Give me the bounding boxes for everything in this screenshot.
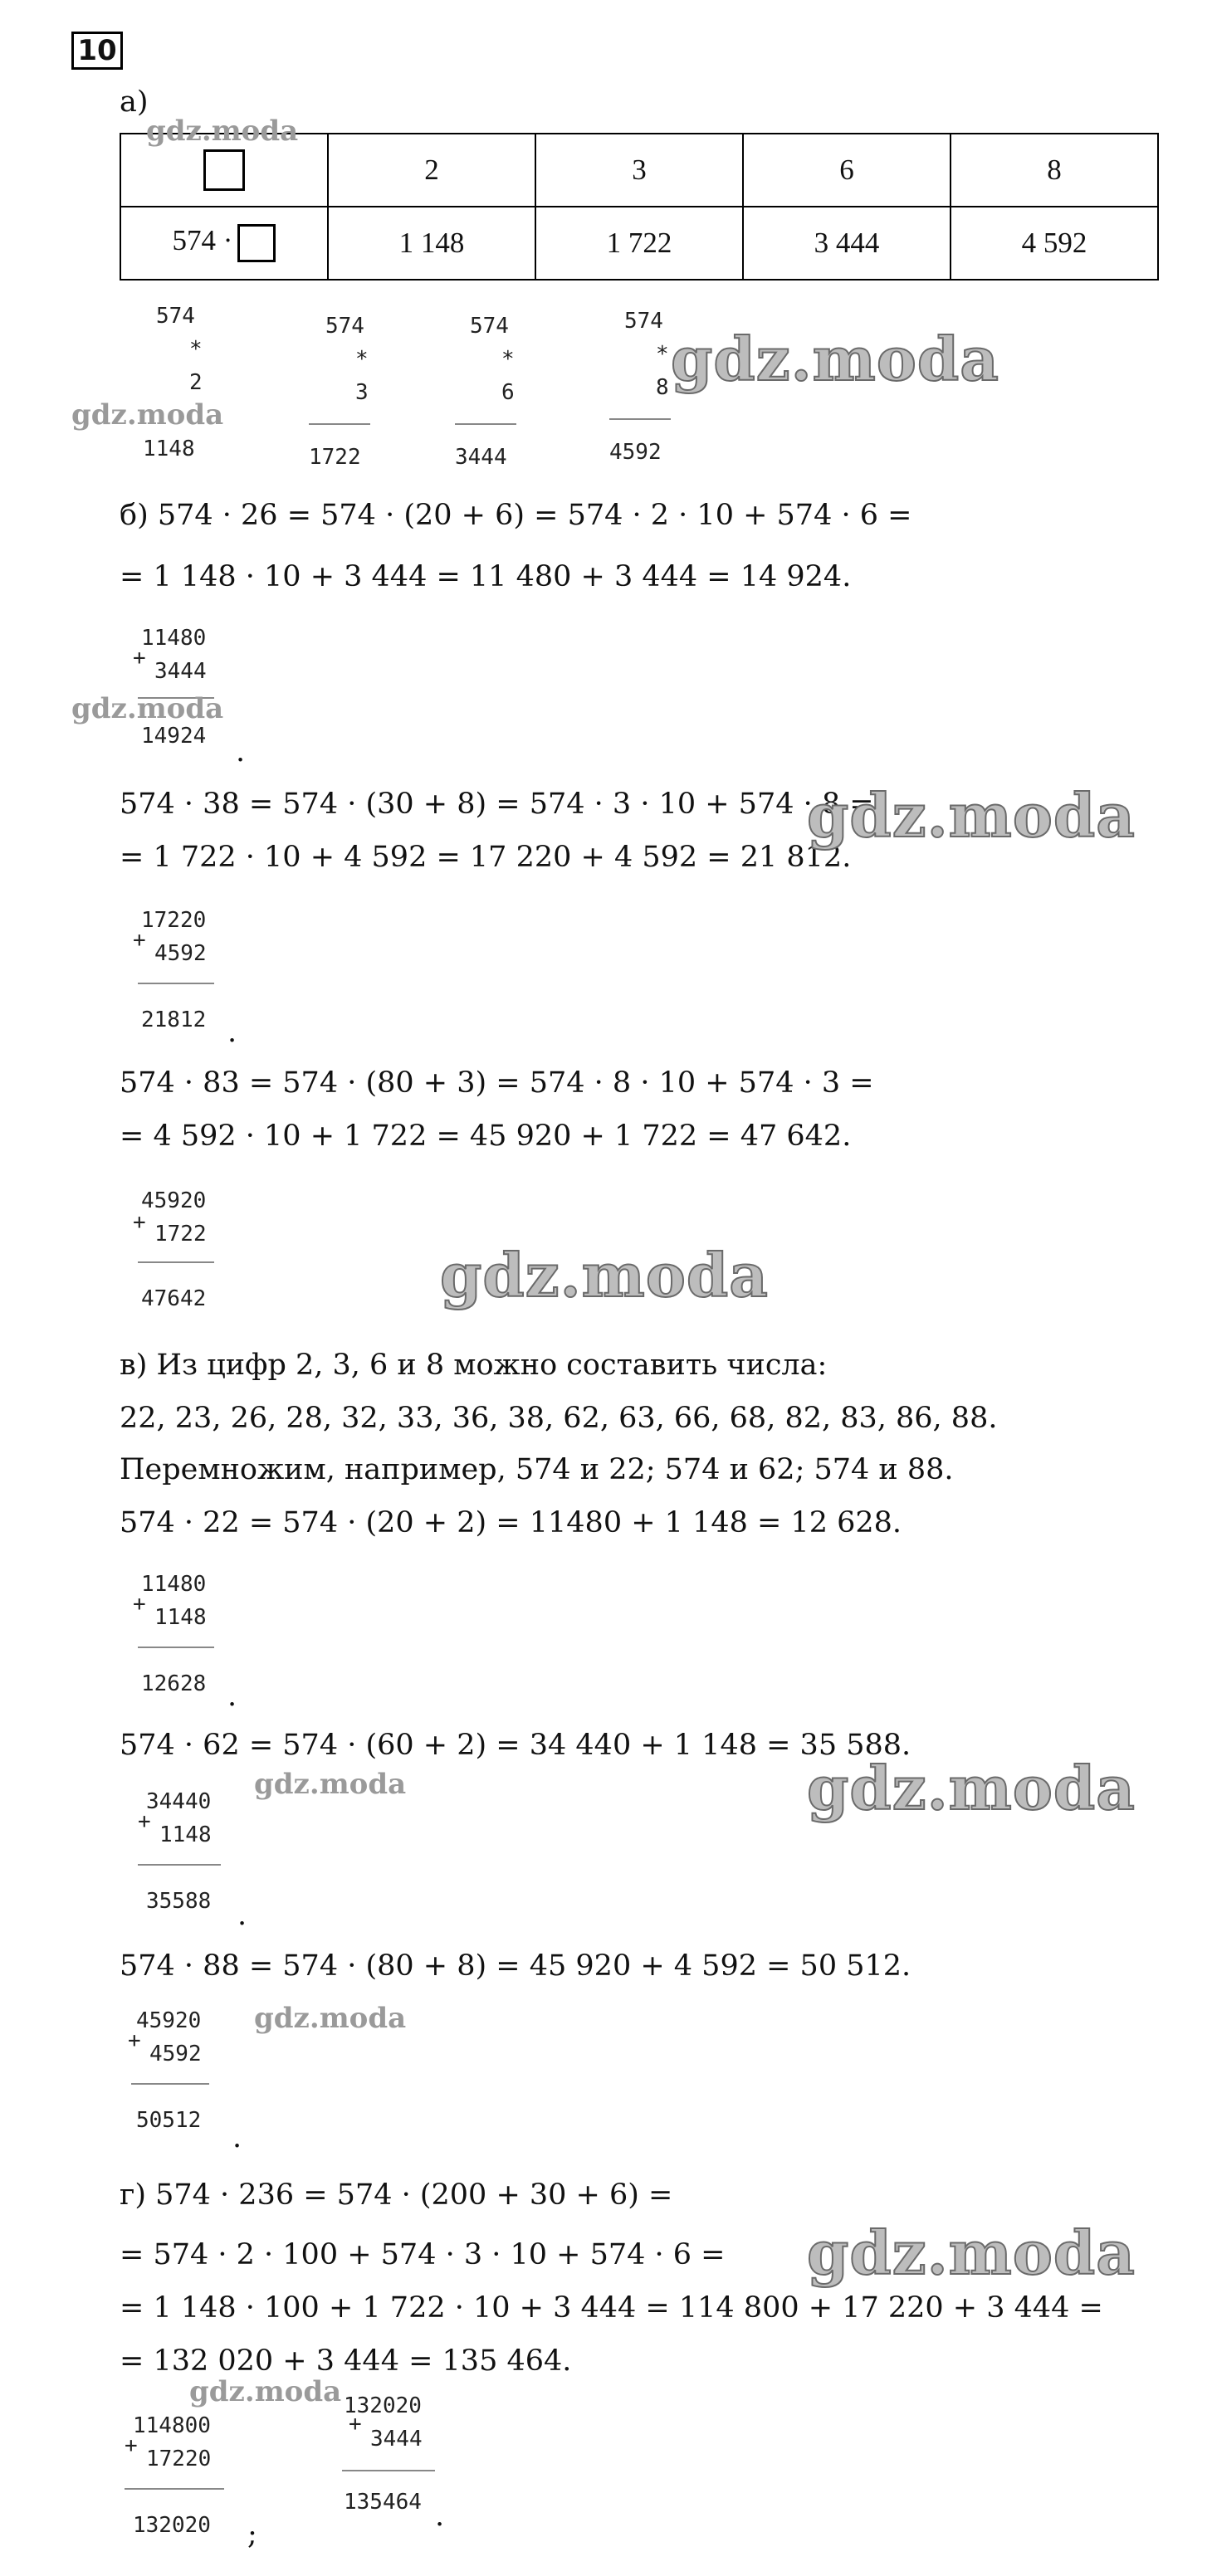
table-cell: 3	[535, 134, 743, 207]
multiply-sign: *	[656, 342, 669, 367]
product-result: 4592	[609, 440, 662, 465]
product-result: 3444	[455, 445, 507, 470]
addend-top: 11480	[141, 626, 207, 651]
addend-top: 132020	[344, 2393, 422, 2418]
column-rule	[138, 1864, 221, 1866]
plus-sign: +	[128, 2028, 141, 2053]
part-v-line1: в) Из цифр 2, 3, 6 и 8 можно составить числа:	[120, 1349, 828, 1382]
part-g-line4: = 132 020 + 3 444 = 135 464.	[120, 2344, 572, 2378]
operand-bottom: 6	[501, 380, 515, 405]
plus-sign: +	[349, 2412, 362, 2437]
task-number-badge: 10	[71, 32, 123, 70]
part-b-eq3-line1: 574 · 83 = 574 · (80 + 3) = 574 · 8 · 10 + 574 · 3 =	[120, 1066, 874, 1100]
addend-top: 34440	[146, 1789, 212, 1814]
period: .	[237, 1899, 247, 1932]
addend-bottom: 4592	[154, 941, 207, 966]
watermark-logo: gdz.moda	[71, 398, 224, 432]
period: .	[227, 1680, 237, 1713]
multiply-sign: *	[189, 337, 203, 362]
operand-bottom: 8	[656, 375, 669, 400]
table-row-label	[120, 207, 328, 280]
column-rule	[125, 2488, 224, 2490]
part-b-eq2-line2: = 1 722 · 10 + 4 592 = 17 220 + 4 592 = 21 812.	[120, 841, 852, 874]
sum-result: 14924	[141, 724, 207, 749]
plus-sign: +	[133, 1592, 146, 1617]
period: .	[435, 2500, 445, 2533]
watermark-logo: gdz.moda	[807, 2217, 1136, 2288]
part-b-eq3-line2: = 4 592 · 10 + 1 722 = 45 920 + 1 722 = 47 642.	[120, 1120, 852, 1153]
plus-sign: +	[125, 2433, 138, 2458]
addend-top: 114800	[133, 2413, 211, 2438]
watermark-logo: gdz.moda	[671, 324, 999, 394]
part-b-eq2-line1: 574 · 38 = 574 · (30 + 8) = 574 · 3 · 10 + 574 · 8 =	[120, 788, 874, 821]
watermark-logo: gdz.moda	[254, 2002, 407, 2035]
part-g-line3: = 1 148 · 100 + 1 722 · 10 + 3 444 = 114 800 + 17 220 + 3 444 =	[120, 2291, 1103, 2325]
column-rule	[309, 423, 370, 425]
period: .	[236, 735, 246, 768]
addend-top: 11480	[141, 1572, 207, 1597]
column-rule	[609, 418, 671, 420]
table-cell: 3 444	[743, 207, 951, 280]
operand-top: 574	[470, 314, 509, 339]
product-result: 1148	[143, 437, 195, 461]
plus-sign: +	[133, 646, 146, 671]
table-cell: 2	[328, 134, 535, 207]
addend-bottom: 1148	[154, 1605, 207, 1630]
multiplication-table	[120, 133, 1159, 281]
multiply-sign: *	[355, 347, 369, 372]
column-rule	[138, 983, 214, 984]
part-g-line1: г) 574 · 236 = 574 · (200 + 30 + 6) =	[120, 2178, 673, 2212]
addend-top: 45920	[141, 1188, 207, 1213]
sum-result: 47642	[141, 1286, 207, 1311]
operand-top: 574	[624, 309, 663, 334]
column-rule	[131, 2083, 209, 2085]
table-cell: 8	[951, 134, 1158, 207]
watermark-logo: gdz.moda	[189, 2375, 342, 2408]
part-b-eq1-line2: = 1 148 · 10 + 3 444 = 11 480 + 3 444 = 14 924.	[120, 560, 852, 593]
addend-bottom: 4592	[149, 2042, 202, 2066]
sum-result: 12628	[141, 1671, 207, 1696]
part-v-line2: 22, 23, 26, 28, 32, 33, 36, 38, 62, 63, 66, 68, 82, 83, 86, 88.	[120, 1402, 998, 1435]
watermark-logo: gdz.moda	[254, 1768, 407, 1801]
table-cell: 4 592	[951, 207, 1158, 280]
sum-result: 132020	[133, 2513, 211, 2538]
part-a-label: а)	[120, 85, 149, 119]
plus-sign: +	[138, 1809, 151, 1834]
column-rule	[138, 1647, 214, 1648]
sum-result: 35588	[146, 1889, 212, 1914]
operand-top: 574	[156, 304, 195, 329]
operand-top: 574	[325, 314, 364, 339]
part-v-eq1: 574 · 22 = 574 · (20 + 2) = 11480 + 1 148 = 12 628.	[120, 1506, 902, 1539]
table-cell: 1 722	[535, 207, 743, 280]
part-v-line3: Перемножим, например, 574 и 22; 574 и 62; 574 и 88.	[120, 1453, 954, 1486]
empty-box-icon	[237, 224, 276, 262]
part-v-eq3: 574 · 88 = 574 · (80 + 8) = 45 920 + 4 592 = 50 512.	[120, 1949, 911, 1983]
table-cell: 1 148	[328, 207, 535, 280]
sum-result: 50512	[136, 2108, 202, 2133]
addend-top: 17220	[141, 908, 207, 933]
column-rule	[342, 2470, 435, 2471]
semicolon: ;	[247, 2518, 257, 2551]
sum-result: 135464	[344, 2490, 422, 2515]
part-v-eq2: 574 · 62 = 574 · (60 + 2) = 34 440 + 1 148 = 35 588.	[120, 1729, 911, 1762]
addend-bottom: 3444	[154, 659, 207, 684]
addend-bottom: 17220	[146, 2447, 212, 2471]
product-result: 1722	[309, 445, 361, 470]
period: .	[227, 1016, 237, 1049]
addend-top: 45920	[136, 2008, 202, 2033]
multiply-sign: *	[501, 347, 515, 372]
addend-bottom: 3444	[370, 2427, 423, 2452]
watermark-logo: gdz.moda	[71, 692, 224, 725]
addend-bottom: 1148	[159, 1822, 212, 1847]
empty-box-icon	[203, 149, 245, 191]
operand-bottom: 3	[355, 380, 369, 405]
row-label-text: 574 ·	[172, 224, 233, 257]
table-row-products	[120, 207, 1158, 280]
column-rule	[138, 1261, 214, 1263]
table-cell: 6	[743, 134, 951, 207]
watermark-logo: gdz.moda	[440, 1240, 769, 1310]
part-g-line2: = 574 · 2 · 100 + 574 · 3 · 10 + 574 · 6 =	[120, 2238, 726, 2271]
operand-bottom: 2	[189, 370, 203, 395]
watermark-logo: gdz.moda	[807, 1753, 1136, 1823]
part-b-eq1-line1: б) 574 · 26 = 574 · (20 + 6) = 574 · 2 · 10 + 574 · 6 =	[120, 499, 912, 532]
watermark-logo: gdz.moda	[807, 780, 1136, 851]
watermark-logo: gdz.moda	[146, 115, 299, 148]
period: .	[232, 2121, 242, 2154]
plus-sign: +	[133, 928, 146, 953]
sum-result: 21812	[141, 1007, 207, 1032]
column-rule	[455, 423, 516, 425]
plus-sign: +	[133, 1210, 146, 1235]
addend-bottom: 1722	[154, 1222, 207, 1247]
